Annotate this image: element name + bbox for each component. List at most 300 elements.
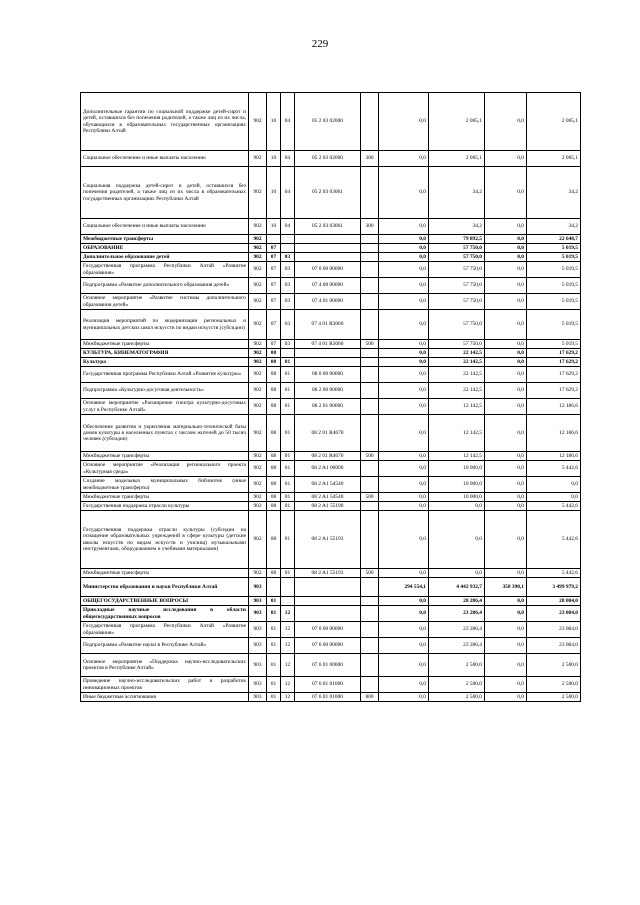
expense-type-cell	[361, 167, 379, 219]
grbs-code-cell: 902	[249, 415, 267, 452]
table-row	[81, 693, 581, 702]
row-name-cell: КУЛЬТУРА, КИНЕМАТОГРАФИЯ	[81, 349, 249, 358]
expense-type-cell: 300	[361, 151, 379, 167]
amount-cell-2: 57 750,0	[429, 253, 485, 262]
amount-cell-1: 0,0	[379, 93, 429, 151]
row-name-cell: Проведение научно-исследовательских работ и разработок инновационных проектов	[81, 677, 249, 693]
amount-cell-3: 0,0	[485, 452, 527, 461]
amount-cell-4: 17 629,2	[527, 349, 581, 358]
section-code-cell: 07	[267, 244, 281, 253]
subsection-code-cell	[281, 244, 295, 253]
amount-cell-3: 0,0	[485, 253, 527, 262]
grbs-code-cell: 902	[249, 383, 267, 399]
amount-cell-1: 0,0	[379, 597, 429, 606]
amount-cell-2: 2 065,1	[429, 151, 485, 167]
target-article-cell: 07 4 00 00000	[295, 278, 361, 294]
amount-cell-3: 0,0	[485, 235, 527, 244]
amount-cell-4: 12 186,6	[527, 399, 581, 415]
subsection-code-cell	[281, 597, 295, 606]
subsection-code-cell: 04	[281, 219, 295, 235]
table-row	[81, 415, 581, 452]
amount-cell-4: 5 442,6	[527, 461, 581, 477]
amount-cell-2: 12 142,5	[429, 415, 485, 452]
row-name-cell: Иные бюджетные ассигнования	[81, 693, 249, 702]
target-article-cell: 05 2 03 03061	[295, 219, 361, 235]
amount-cell-1: 0,0	[379, 262, 429, 278]
row-name-cell: Дополнительные гарантии по социальной поддержке детей-сирот и детей, оставшихся без попечения родителей, а также лиц из их числа, обучающихся в образовательных государственных организациях Республики Алтай	[81, 93, 249, 151]
grbs-code-cell: 902	[249, 349, 267, 358]
table-row	[81, 578, 581, 597]
amount-cell-2: 2 500,0	[429, 677, 485, 693]
amount-cell-2: 23 286,4	[429, 622, 485, 638]
row-name-cell: Подпрограмма «Развитие дополнительного образования детей»	[81, 278, 249, 294]
grbs-code-cell: 903	[249, 677, 267, 693]
table-row	[81, 340, 581, 349]
subsection-code-cell: 04	[281, 93, 295, 151]
section-code-cell: 08	[267, 358, 281, 367]
section-code-cell: 01	[267, 654, 281, 677]
grbs-code-cell: 903	[249, 638, 267, 654]
amount-cell-2: 34,2	[429, 167, 485, 219]
target-article-cell: 08 2 A1 55193	[295, 511, 361, 569]
amount-cell-4: 5 442,6	[527, 511, 581, 569]
target-article-cell: 07 4 01 00000	[295, 294, 361, 310]
row-name-cell: Межбюджетные трансферты	[81, 493, 249, 502]
grbs-code-cell: 902	[249, 358, 267, 367]
row-name-cell: Государственная поддержка отрасли культуры	[81, 502, 249, 511]
expense-type-cell	[361, 597, 379, 606]
subsection-code-cell: 01	[281, 477, 295, 493]
amount-cell-4: 12 186,6	[527, 415, 581, 452]
row-name-cell: Обеспечение развития и укрепления материально-технической базы домов культуры в населенных пунктах с числом жителей до 50 тысяч человек (субсидии)	[81, 415, 249, 452]
subsection-code-cell: 01	[281, 569, 295, 578]
amount-cell-4: 34,2	[527, 219, 581, 235]
amount-cell-1: 0,0	[379, 677, 429, 693]
amount-cell-2: 12 142,5	[429, 452, 485, 461]
amount-cell-1: 0,0	[379, 502, 429, 511]
table-row	[81, 452, 581, 461]
grbs-code-cell: 902	[249, 167, 267, 219]
amount-cell-2: 57 750,0	[429, 278, 485, 294]
amount-cell-2: 23 286,4	[429, 606, 485, 622]
section-code-cell: 07	[267, 262, 281, 278]
grbs-code-cell: 902	[249, 151, 267, 167]
amount-cell-3: 0,0	[485, 383, 527, 399]
row-name-cell: Основное мероприятие «Развитие системы дополнительного образования детей»	[81, 294, 249, 310]
section-code-cell: 08	[267, 569, 281, 578]
section-code-cell: 08	[267, 502, 281, 511]
target-article-cell	[295, 606, 361, 622]
amount-cell-2: 0,0	[429, 502, 485, 511]
amount-cell-3: 0,0	[485, 677, 527, 693]
target-article-cell	[295, 578, 361, 597]
section-code-cell: 01	[267, 677, 281, 693]
section-code-cell: 08	[267, 415, 281, 452]
table-row	[81, 677, 581, 693]
grbs-code-cell: 902	[249, 310, 267, 340]
amount-cell-3: 0,0	[485, 278, 527, 294]
section-code-cell: 08	[267, 349, 281, 358]
target-article-cell: 07 4 01 R3060	[295, 340, 361, 349]
table-row	[81, 597, 581, 606]
amount-cell-4: 23 084,0	[527, 606, 581, 622]
amount-cell-4: 12 186,6	[527, 452, 581, 461]
expense-type-cell: 300	[361, 219, 379, 235]
target-article-cell: 07 6 01 01000	[295, 693, 361, 702]
amount-cell-3: 0,0	[485, 244, 527, 253]
row-name-cell: Социальная поддержка детей-сирот и детей, оставшихся без попечения родителей, а также лиц из их числа в образовательных государственных организациях Республики Алтай	[81, 167, 249, 219]
row-name-cell: Культура	[81, 358, 249, 367]
table-row	[81, 569, 581, 578]
amount-cell-2: 0,0	[429, 511, 485, 569]
amount-cell-1: 0,0	[379, 167, 429, 219]
section-code-cell: 07	[267, 253, 281, 262]
row-name-cell: Основное мероприятие «Реализация регионального проекта «Культурная среда»	[81, 461, 249, 477]
row-name-cell: Межбюджетные трансферты	[81, 235, 249, 244]
amount-cell-2: 22 142,5	[429, 349, 485, 358]
amount-cell-1: 0,0	[379, 693, 429, 702]
section-code-cell: 10	[267, 151, 281, 167]
amount-cell-2: 57 750,0	[429, 262, 485, 278]
section-code-cell: 01	[267, 606, 281, 622]
amount-cell-1: 0,0	[379, 415, 429, 452]
amount-cell-4: 2 065,1	[527, 151, 581, 167]
amount-cell-3: 0,0	[485, 569, 527, 578]
amount-cell-4: 0,0	[527, 477, 581, 493]
expense-type-cell	[361, 399, 379, 415]
table-row	[81, 262, 581, 278]
amount-cell-2: 57 750,0	[429, 244, 485, 253]
expense-type-cell	[361, 622, 379, 638]
amount-cell-2: 57 750,0	[429, 294, 485, 310]
target-article-cell: 07 6 01 00000	[295, 654, 361, 677]
amount-cell-1: 0,0	[379, 310, 429, 340]
target-article-cell: 05 2 03 02000	[295, 93, 361, 151]
target-article-cell: 07 0 00 00000	[295, 622, 361, 638]
subsection-code-cell: 01	[281, 502, 295, 511]
amount-cell-1: 0,0	[379, 151, 429, 167]
row-name-cell: Государственная поддержка отрасли культуры (субсидии на оснащение образовательных учреждений в сфере культуры (детские школы искусств по видам искусств и училищ) музыкальными инструментами, оборудованием и учебными материалами)	[81, 511, 249, 569]
subsection-code-cell: 12	[281, 622, 295, 638]
subsection-code-cell: 01	[281, 399, 295, 415]
subsection-code-cell: 01	[281, 511, 295, 569]
table-row	[81, 349, 581, 358]
section-code-cell: 08	[267, 399, 281, 415]
row-name-cell: ОБРАЗОВАНИЕ	[81, 244, 249, 253]
amount-cell-1: 0,0	[379, 235, 429, 244]
amount-cell-1: 0,0	[379, 349, 429, 358]
row-name-cell: Подпрограмма «Культурно-досуговая деятельность»	[81, 383, 249, 399]
subsection-code-cell: 01	[281, 461, 295, 477]
amount-cell-3: 0,0	[485, 358, 527, 367]
amount-cell-4: 5 019,5	[527, 278, 581, 294]
amount-cell-2: 57 750,0	[429, 310, 485, 340]
table-row	[81, 502, 581, 511]
table-row	[81, 278, 581, 294]
expense-type-cell	[361, 461, 379, 477]
target-article-cell: 08 2 00 00000	[295, 383, 361, 399]
row-name-cell: Прикладные научные исследования в области общегосударственных вопросов	[81, 606, 249, 622]
grbs-code-cell: 903	[249, 597, 267, 606]
amount-cell-1: 0,0	[379, 219, 429, 235]
amount-cell-2: 57 750,0	[429, 340, 485, 349]
amount-cell-3: 358 390,1	[485, 578, 527, 597]
expense-type-cell	[361, 638, 379, 654]
expense-type-cell: 500	[361, 569, 379, 578]
table-row	[81, 511, 581, 569]
table-row	[81, 461, 581, 477]
table-row	[81, 235, 581, 244]
expense-type-cell: 500	[361, 493, 379, 502]
target-article-cell	[295, 597, 361, 606]
expense-type-cell: 500	[361, 340, 379, 349]
subsection-code-cell: 12	[281, 638, 295, 654]
section-code-cell: 07	[267, 278, 281, 294]
table-row	[81, 151, 581, 167]
target-article-cell	[295, 358, 361, 367]
row-name-cell: Государственная программа Республики Алтай «Развитие образования»	[81, 622, 249, 638]
grbs-code-cell: 902	[249, 253, 267, 262]
grbs-code-cell: 902	[249, 262, 267, 278]
amount-cell-4: 23 084,0	[527, 622, 581, 638]
row-name-cell: Министерство образования и науки Республики Алтай	[81, 578, 249, 597]
amount-cell-1: 0,0	[379, 638, 429, 654]
amount-cell-1: 0,0	[379, 294, 429, 310]
grbs-code-cell: 902	[249, 340, 267, 349]
amount-cell-4: 5 442,6	[527, 502, 581, 511]
amount-cell-1: 0,0	[379, 278, 429, 294]
amount-cell-1: 294 554,1	[379, 578, 429, 597]
amount-cell-4: 5 019,5	[527, 253, 581, 262]
subsection-code-cell	[281, 349, 295, 358]
section-code-cell: 08	[267, 383, 281, 399]
section-code-cell: 08	[267, 452, 281, 461]
expense-type-cell	[361, 235, 379, 244]
expense-type-cell: 800	[361, 693, 379, 702]
table-row	[81, 219, 581, 235]
amount-cell-2: 2 065,1	[429, 93, 485, 151]
grbs-code-cell: 902	[249, 502, 267, 511]
amount-cell-1: 0,0	[379, 367, 429, 383]
subsection-code-cell: 01	[281, 452, 295, 461]
section-code-cell: 07	[267, 310, 281, 340]
amount-cell-1: 0,0	[379, 452, 429, 461]
amount-cell-1: 0,0	[379, 606, 429, 622]
grbs-code-cell: 903	[249, 654, 267, 677]
row-name-cell: Социальное обеспечение и иные выплаты населению	[81, 219, 249, 235]
grbs-code-cell: 902	[249, 511, 267, 569]
table-row	[81, 310, 581, 340]
section-code-cell: 08	[267, 477, 281, 493]
grbs-code-cell: 902	[249, 244, 267, 253]
section-code-cell: 01	[267, 622, 281, 638]
section-code-cell: 01	[267, 597, 281, 606]
grbs-code-cell: 902	[249, 399, 267, 415]
grbs-code-cell: 903	[249, 606, 267, 622]
table-row	[81, 493, 581, 502]
expense-type-cell	[361, 477, 379, 493]
table-row	[81, 399, 581, 415]
amount-cell-4: 5 019,5	[527, 310, 581, 340]
expense-type-cell	[361, 253, 379, 262]
target-article-cell: 05 2 03 02000	[295, 151, 361, 167]
subsection-code-cell	[281, 578, 295, 597]
expense-type-cell	[361, 511, 379, 569]
target-article-cell: 08 2 A1 55193	[295, 569, 361, 578]
amount-cell-1: 0,0	[379, 654, 429, 677]
budget-table	[80, 92, 581, 702]
section-code-cell	[267, 578, 281, 597]
subsection-code-cell: 03	[281, 310, 295, 340]
target-article-cell: 08 2 01 R4670	[295, 452, 361, 461]
amount-cell-3: 0,0	[485, 340, 527, 349]
amount-cell-2: 22 142,5	[429, 383, 485, 399]
amount-cell-2: 2 500,0	[429, 654, 485, 677]
grbs-code-cell: 903	[249, 693, 267, 702]
row-name-cell: Социальное обеспечение и иные выплаты населению	[81, 151, 249, 167]
amount-cell-3: 0,0	[485, 367, 527, 383]
grbs-code-cell: 902	[249, 93, 267, 151]
expense-type-cell	[361, 244, 379, 253]
grbs-code-cell: 902	[249, 569, 267, 578]
subsection-code-cell	[281, 235, 295, 244]
target-article-cell: 08 0 00 00000	[295, 367, 361, 383]
amount-cell-3: 0,0	[485, 219, 527, 235]
row-name-cell: Основное мероприятие «Расширение спектра культурно-досуговых услуг в Республике Алтай»	[81, 399, 249, 415]
amount-cell-2: 4 442 932,7	[429, 578, 485, 597]
amount-cell-2: 28 286,4	[429, 597, 485, 606]
amount-cell-4: 2 500,0	[527, 693, 581, 702]
subsection-code-cell: 01	[281, 415, 295, 452]
amount-cell-2: 79 892,5	[429, 235, 485, 244]
expense-type-cell	[361, 310, 379, 340]
section-code-cell: 01	[267, 693, 281, 702]
grbs-code-cell: 902	[249, 367, 267, 383]
expense-type-cell	[361, 606, 379, 622]
expense-type-cell	[361, 502, 379, 511]
section-code-cell: 10	[267, 167, 281, 219]
table-row	[81, 253, 581, 262]
row-name-cell: Межбюджетные трансферты	[81, 340, 249, 349]
amount-cell-4: 5 019,5	[527, 340, 581, 349]
subsection-code-cell: 12	[281, 693, 295, 702]
amount-cell-4: 5 019,5	[527, 244, 581, 253]
section-code-cell: 08	[267, 461, 281, 477]
section-code-cell: 01	[267, 638, 281, 654]
amount-cell-4: 3 499 979,2	[527, 578, 581, 597]
amount-cell-1: 0,0	[379, 569, 429, 578]
amount-cell-3: 0,0	[485, 502, 527, 511]
amount-cell-2: 10 000,0	[429, 493, 485, 502]
grbs-code-cell: 903	[249, 578, 267, 597]
subsection-code-cell: 03	[281, 340, 295, 349]
target-article-cell: 05 2 03 03061	[295, 167, 361, 219]
grbs-code-cell: 902	[249, 219, 267, 235]
amount-cell-1: 0,0	[379, 340, 429, 349]
row-name-cell: ОБЩЕГОСУДАРСТВЕННЫЕ ВОПРОСЫ	[81, 597, 249, 606]
expense-type-cell	[361, 93, 379, 151]
amount-cell-3: 0,0	[485, 262, 527, 278]
target-article-cell	[295, 253, 361, 262]
target-article-cell: 08 2 A1 00000	[295, 461, 361, 477]
amount-cell-1: 0,0	[379, 253, 429, 262]
amount-cell-4: 23 084,0	[527, 638, 581, 654]
grbs-code-cell: 902	[249, 452, 267, 461]
amount-cell-2: 22 142,5	[429, 367, 485, 383]
amount-cell-3: 0,0	[485, 511, 527, 569]
amount-cell-1: 0,0	[379, 493, 429, 502]
amount-cell-3: 0,0	[485, 93, 527, 151]
amount-cell-3: 0,0	[485, 606, 527, 622]
target-article-cell: 08 2 01 00000	[295, 399, 361, 415]
amount-cell-3: 0,0	[485, 349, 527, 358]
row-name-cell: Реализация мероприятий по модернизации региональных и муниципальных детских школ искусств по видам искусств (субсидии)	[81, 310, 249, 340]
row-name-cell: Государственная программа Республики Алтай «Развитие культуры»	[81, 367, 249, 383]
row-name-cell: Создание модельных муниципальных библиотек (иные межбюджетные трансферты)	[81, 477, 249, 493]
subsection-code-cell: 04	[281, 151, 295, 167]
section-code-cell	[267, 235, 281, 244]
target-article-cell	[295, 244, 361, 253]
amount-cell-4: 0,0	[527, 493, 581, 502]
amount-cell-4: 5 442,6	[527, 569, 581, 578]
subsection-code-cell: 01	[281, 493, 295, 502]
table-row	[81, 638, 581, 654]
amount-cell-4: 2 500,0	[527, 654, 581, 677]
subsection-code-cell: 01	[281, 358, 295, 367]
expense-type-cell	[361, 578, 379, 597]
amount-cell-4: 28 084,0	[527, 597, 581, 606]
amount-cell-3: 0,0	[485, 622, 527, 638]
target-article-cell: 07 0 00 00000	[295, 262, 361, 278]
amount-cell-3: 0,0	[485, 415, 527, 452]
expense-type-cell	[361, 383, 379, 399]
amount-cell-4: 2 065,1	[527, 93, 581, 151]
table-row	[81, 294, 581, 310]
target-article-cell: 07 6 01 01000	[295, 677, 361, 693]
amount-cell-2: 12 142,5	[429, 399, 485, 415]
amount-cell-4: 2 500,0	[527, 677, 581, 693]
amount-cell-2: 34,2	[429, 219, 485, 235]
expense-type-cell	[361, 677, 379, 693]
amount-cell-4: 17 629,2	[527, 367, 581, 383]
subsection-code-cell: 03	[281, 262, 295, 278]
grbs-code-cell: 902	[249, 477, 267, 493]
subsection-code-cell: 04	[281, 167, 295, 219]
amount-cell-1: 0,0	[379, 622, 429, 638]
amount-cell-2: 23 286,4	[429, 638, 485, 654]
subsection-code-cell: 12	[281, 677, 295, 693]
amount-cell-1: 0,0	[379, 511, 429, 569]
target-article-cell	[295, 349, 361, 358]
row-name-cell: Межбюджетные трансферты	[81, 569, 249, 578]
section-code-cell: 07	[267, 340, 281, 349]
section-code-cell: 07	[267, 294, 281, 310]
subsection-code-cell: 01	[281, 383, 295, 399]
amount-cell-4: 5 019,5	[527, 294, 581, 310]
row-name-cell: Подпрограмма «Развитие науки в Республике Алтай»	[81, 638, 249, 654]
section-code-cell: 10	[267, 219, 281, 235]
amount-cell-4: 22 648,7	[527, 235, 581, 244]
target-article-cell: 08 2 A1 54540	[295, 477, 361, 493]
table-row	[81, 654, 581, 677]
table-row	[81, 167, 581, 219]
expense-type-cell	[361, 415, 379, 452]
amount-cell-2: 10 000,0	[429, 461, 485, 477]
expense-type-cell: 500	[361, 452, 379, 461]
expense-type-cell	[361, 367, 379, 383]
amount-cell-2: 10 000,0	[429, 477, 485, 493]
subsection-code-cell: 01	[281, 367, 295, 383]
